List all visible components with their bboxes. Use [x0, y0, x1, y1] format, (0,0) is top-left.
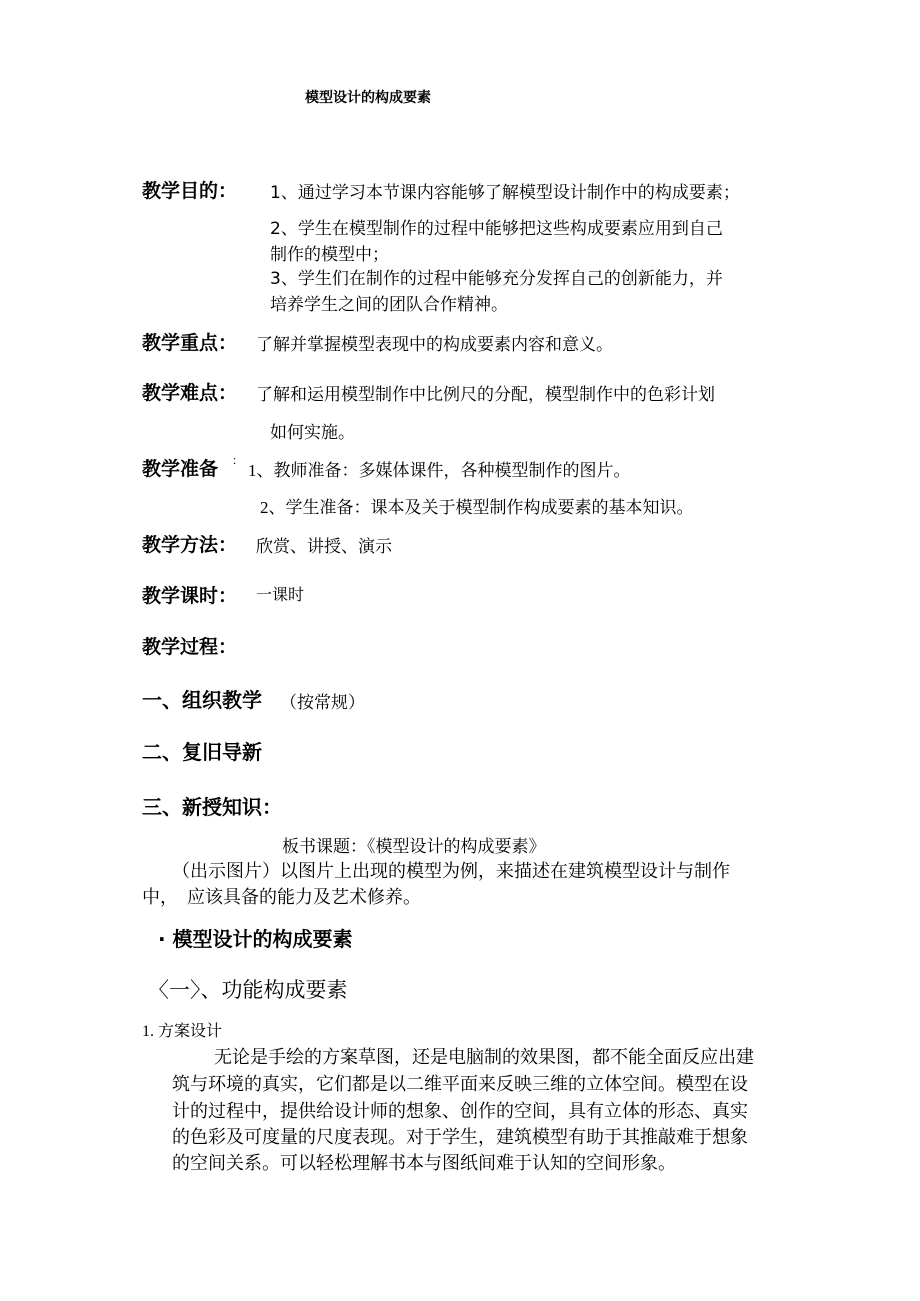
difficulties-line-2: 如何实施。 — [270, 423, 355, 442]
intro-line-2: 中， 应该具备的能力及艺术修养。 — [142, 887, 421, 907]
duration-text: 一课时 — [256, 587, 305, 604]
step-1-note: （按常规） — [280, 693, 365, 712]
step-1-heading: 一、组织教学 — [142, 688, 262, 712]
document-title: 模型设计的构成要素 — [305, 90, 431, 106]
objective-item-2-line-1: 2、学生在模型制作的过程中能够把这些构成要素应用到自己 — [270, 219, 723, 239]
step-2-heading: 二、复旧导新 — [142, 740, 262, 764]
paragraph-line-1: 无论是手绘的方案草图，还是电脑制的效果图，都不能全面反应出建 — [214, 1047, 754, 1067]
difficulties-line-1: 了解和运用模型制作中比例尺的分配，模型制作中的色彩计划 — [256, 385, 715, 404]
paragraph-line-2: 筑与环境的真实，它们都是以二维平面来反映三维的立体空间。模型在设 — [172, 1074, 748, 1094]
duration-label: 教学课时： — [142, 585, 238, 607]
board-title: 板书课题：《模型设计的构成要素》 — [282, 837, 546, 856]
step-3-heading: 三、新授知识： — [142, 795, 282, 819]
key-points-text: 了解并掌握模型表现中的构成要素内容和意义。 — [256, 335, 613, 354]
key-points-label: 教学重点： — [142, 332, 238, 354]
preparation-item-1: 1、教师准备：多媒体课件，各种模型制作的图片。 — [248, 461, 631, 480]
main-section-heading: · 模型设计的构成要素 — [158, 927, 353, 951]
paragraph-line-3: 计的过程中，提供给设计师的想象、创作的空间，具有立体的形态、真实 — [172, 1101, 748, 1121]
objectives-label: 教学目的： — [142, 180, 238, 202]
preparation-item-2: 2、学生准备：课本及关于模型制作构成要素的基本知识。 — [260, 498, 694, 517]
sub-section-heading: 〈一〉、功能构成要素 — [148, 978, 348, 1002]
intro-line-1: （出示图片）以图片上出现的模型为例，来描述在建筑模型设计与制作 — [172, 861, 730, 881]
preparation-label: 教学准备 — [142, 458, 219, 480]
objective-item-1: 1、通过学习本节课内容能够了解模型设计制作中的构成要素； — [270, 183, 740, 203]
preparation-colon: ： — [232, 455, 243, 467]
objective-item-2-line-2: 制作的模型中； — [270, 245, 389, 265]
paragraph-line-4: 的色彩及可度量的尺度表现。对于学生，建筑模型有助于其推敲难于想象 — [172, 1127, 748, 1147]
process-label: 教学过程： — [142, 636, 238, 658]
item-title: 1. 方案设计 — [142, 1023, 223, 1040]
methods-text: 欣赏、讲授、演示 — [256, 537, 392, 556]
objective-item-3-line-2: 培养学生之间的团队合作精神。 — [270, 295, 508, 315]
difficulties-label: 教学难点： — [142, 382, 238, 404]
paragraph-line-5: 的空间关系。可以轻松理解书本与图纸间难于认知的空间形象。 — [172, 1153, 676, 1173]
methods-label: 教学方法： — [142, 534, 238, 556]
objective-item-3-line-1: 3、学生们在制作的过程中能够充分发挥自己的创新能力，并 — [270, 269, 723, 289]
